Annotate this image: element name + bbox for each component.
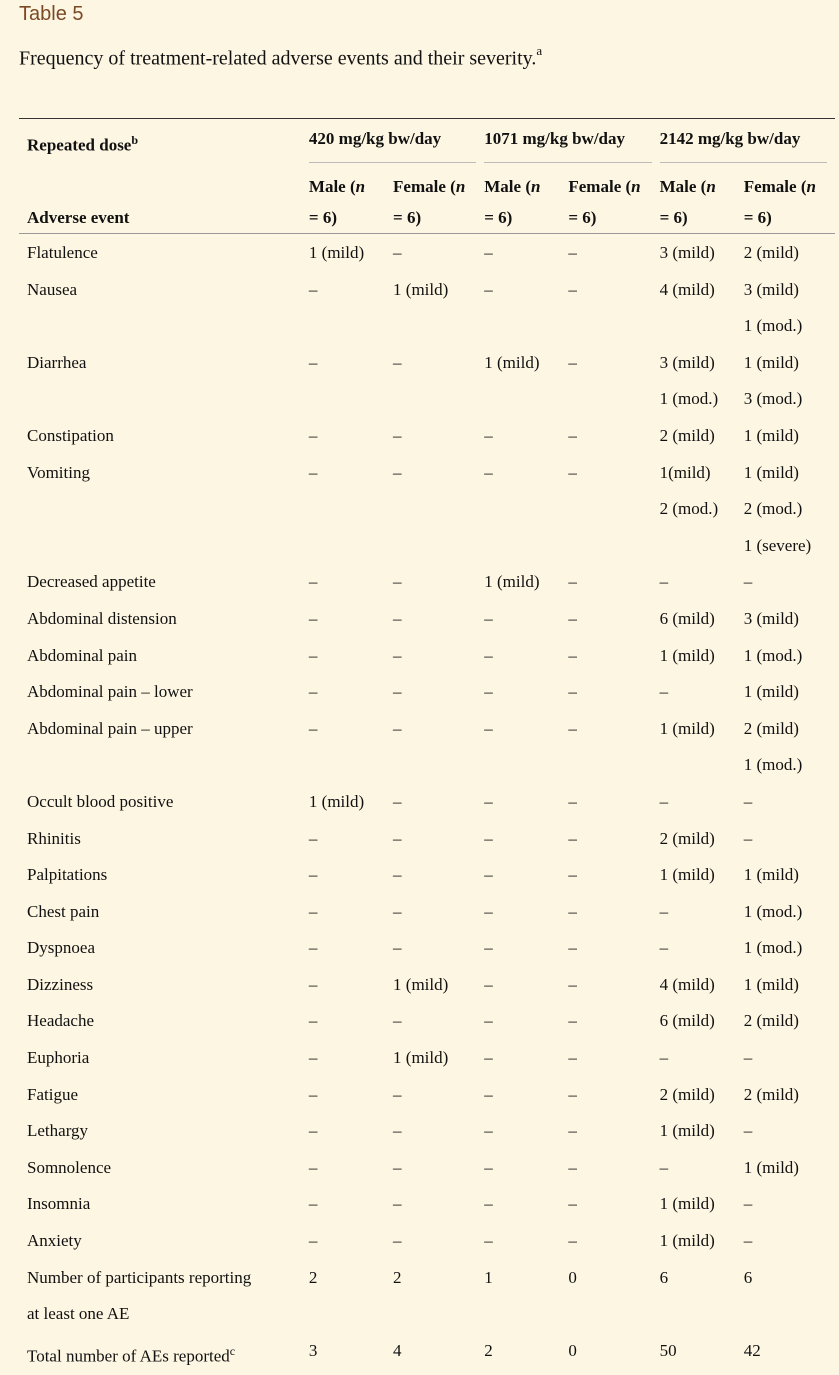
value-cell-female-1071: –	[568, 791, 577, 811]
value-cell-male-420: 1 (mild)	[308, 243, 365, 262]
dose-group-1071: 1071 mg/kg bw/day	[484, 119, 659, 164]
value-cell-male-420: –	[308, 1084, 318, 1104]
value-cell-male-2142: 2 (mild)	[659, 425, 715, 445]
value-cell-male-1071: –	[484, 791, 493, 811]
value-cell-female-420: –	[393, 828, 402, 848]
value-cell-female-420: 4	[393, 1340, 402, 1360]
value-cell-male-1071: –	[484, 1084, 493, 1104]
value-cell-male-420: –	[308, 352, 318, 372]
value-cell-female-420: 1 (mild)	[393, 1048, 449, 1068]
value-cell-female-420: –	[393, 608, 402, 628]
adverse-event-name: Palpitations	[27, 865, 108, 885]
value-cell-male-420: –	[308, 1011, 318, 1031]
dose-group-2142: 2142 mg/kg bw/day	[660, 119, 835, 164]
subheader-female-420: Female (n = 6)	[393, 177, 466, 227]
value-cell-male-420: –	[308, 462, 318, 482]
value-cell-male-420: –	[308, 865, 318, 885]
value-cell-female-1071: –	[568, 974, 577, 994]
table-row	[19, 1186, 835, 1223]
value-cell-male-2142: –	[659, 572, 669, 592]
value-cell-male-2142: 1 (mild)	[659, 1121, 715, 1141]
value-cell-male-1071: 1	[484, 1267, 493, 1287]
value-cell-female-2142: 1 (mod.)	[743, 645, 803, 665]
subheader-male-420: Male (n = 6)	[308, 177, 366, 227]
value-cell-female-2142: 1 (mild)	[743, 974, 799, 994]
value-cell-female-420: –	[393, 645, 402, 665]
value-cell-male-420: –	[308, 425, 318, 445]
table-row	[19, 930, 835, 967]
adverse-event-name: Chest pain	[27, 901, 100, 921]
adverse-events-table	[19, 118, 835, 1375]
table-row	[19, 272, 835, 345]
adverse-event-name: Lethargy	[27, 1121, 89, 1141]
table-row	[19, 418, 835, 455]
value-cell-female-2142: –	[743, 791, 753, 811]
adverse-event-name: Somnolence	[27, 1157, 112, 1177]
value-cell-female-420: –	[393, 1231, 402, 1251]
value-cell-female-420: –	[393, 425, 402, 445]
value-cell-female-2142: 2 (mild)	[743, 1084, 799, 1104]
value-cell-female-420: 1 (mild)	[393, 974, 449, 994]
table-row	[19, 894, 835, 931]
value-cell-male-1071: 2	[484, 1340, 493, 1360]
value-cell-male-420: –	[308, 608, 318, 628]
value-cell-male-2142: 1(mild) 2 (mod.)	[659, 462, 719, 519]
value-cell-male-2142: 1 (mild)	[659, 865, 715, 885]
value-cell-male-420: 3	[308, 1340, 318, 1360]
value-cell-male-420: –	[308, 901, 318, 921]
value-cell-female-2142: –	[743, 572, 753, 592]
adverse-event-name: Total number of AEs reported$^c$	[27, 1343, 236, 1366]
value-cell-male-1071: –	[484, 425, 493, 445]
value-cell-female-1071: –	[568, 1194, 577, 1214]
adverse-event-name: Dizziness	[27, 974, 94, 994]
value-cell-female-420: –	[393, 1157, 402, 1177]
value-cell-male-420: –	[308, 279, 318, 299]
subheader-male-2142: Male (n = 6)	[659, 177, 716, 227]
value-cell-male-2142: 1 (mild)	[659, 1231, 715, 1251]
value-cell-male-1071: –	[484, 865, 493, 885]
value-cell-male-420: –	[308, 645, 318, 665]
value-cell-female-420: –	[393, 572, 402, 592]
table-row	[19, 1260, 835, 1333]
value-cell-male-420: –	[308, 718, 318, 738]
value-cell-male-2142: 6 (mild)	[659, 1011, 715, 1031]
table-row	[19, 601, 835, 638]
value-cell-male-2142: –	[659, 1048, 669, 1068]
value-cell-male-2142: 2 (mild)	[659, 1084, 715, 1104]
value-cell-male-1071: –	[484, 645, 493, 665]
table-row	[19, 564, 835, 601]
value-cell-male-420: –	[308, 828, 318, 848]
table-row	[19, 455, 835, 565]
value-cell-female-1071: –	[568, 828, 577, 848]
value-cell-male-1071: –	[484, 1194, 493, 1214]
adverse-event-name: Diarrhea	[27, 352, 87, 372]
value-cell-female-420: –	[393, 1084, 402, 1104]
adverse-event-name: Euphoria	[27, 1048, 90, 1068]
value-cell-male-1071: –	[484, 1231, 493, 1251]
table-row	[19, 1333, 835, 1375]
value-cell-female-2142: 42	[743, 1340, 761, 1360]
value-cell-female-2142: 1 (mild) 2 (mod.) 1 (severe)	[743, 462, 812, 555]
value-cell-male-1071: –	[484, 1121, 493, 1141]
value-cell-male-1071: 1 (mild)	[484, 572, 540, 592]
value-cell-female-1071: –	[568, 243, 577, 262]
adverse-event-name: Anxiety	[27, 1231, 82, 1251]
value-cell-male-2142: –	[659, 901, 669, 921]
value-cell-female-420: –	[393, 682, 402, 702]
value-cell-female-2142: 1 (mild) 3 (mod.)	[743, 352, 803, 409]
value-cell-male-2142: 1 (mild)	[659, 645, 715, 665]
caption-footnote-marker[interactable]: a	[536, 43, 543, 58]
value-cell-male-1071: –	[484, 974, 493, 994]
value-cell-male-420: –	[308, 938, 318, 958]
value-cell-female-2142: –	[743, 1048, 753, 1068]
value-cell-female-420: –	[393, 1194, 402, 1214]
value-cell-male-1071: –	[484, 901, 493, 921]
table-row	[19, 784, 835, 821]
adverse-event-name: Fatigue	[27, 1084, 78, 1104]
adverse-event-name: Vomiting	[27, 462, 90, 482]
table-row	[19, 1223, 835, 1260]
value-cell-male-420: –	[308, 1194, 318, 1214]
value-cell-female-1071: 0	[568, 1340, 577, 1360]
value-cell-male-1071: –	[484, 1011, 493, 1031]
value-cell-male-1071: –	[484, 243, 493, 262]
table-row	[19, 674, 835, 711]
value-cell-male-1071: 1 (mild)	[484, 352, 540, 372]
table-row	[19, 1077, 835, 1114]
caption-text: Frequency of treatment-related adverse events and their severity.	[19, 47, 537, 70]
value-cell-male-2142: 6	[659, 1267, 669, 1287]
footnote-marker[interactable]: c	[229, 1343, 236, 1358]
value-cell-male-2142: 50	[659, 1340, 677, 1360]
adverse-event-name: Decreased appetite	[27, 572, 156, 592]
value-cell-female-1071: –	[568, 572, 577, 592]
value-cell-female-1071: –	[568, 608, 577, 628]
value-cell-female-1071: –	[568, 682, 577, 702]
value-cell-male-2142: –	[659, 791, 669, 811]
value-cell-female-1071: –	[568, 938, 577, 958]
value-cell-female-2142: 3 (mild) 1 (mod.)	[743, 279, 803, 336]
value-cell-female-1071: –	[568, 279, 577, 299]
value-cell-female-2142: 3 (mild)	[743, 608, 799, 628]
adverse-event-name: Flatulence	[27, 243, 98, 262]
subheader-female-2142: Female (n = 6)	[743, 177, 816, 227]
value-cell-male-2142: –	[659, 938, 669, 958]
value-cell-male-2142: 3 (mild)	[659, 243, 715, 262]
value-cell-male-2142: 3 (mild) 1 (mod.)	[659, 352, 719, 409]
table-row	[19, 857, 835, 894]
value-cell-female-420: –	[393, 938, 402, 958]
value-cell-male-420: –	[308, 1048, 318, 1068]
value-cell-female-420: –	[393, 901, 402, 921]
value-cell-female-1071: –	[568, 462, 577, 482]
repeated-dose-header: Repeated dose$^b$	[27, 133, 139, 155]
value-cell-female-1071: 0	[568, 1267, 577, 1287]
value-cell-male-1071: –	[484, 608, 493, 628]
adverse-event-name: Abdominal pain	[27, 645, 138, 665]
value-cell-male-420: –	[308, 1121, 318, 1141]
value-cell-female-420: 2	[393, 1267, 402, 1287]
adverse-event-name: Occult blood positive	[27, 791, 174, 811]
value-cell-female-2142: –	[743, 828, 753, 848]
value-cell-female-1071: –	[568, 425, 577, 445]
table-row	[19, 1040, 835, 1077]
table-label: Table 5	[19, 3, 84, 25]
value-cell-female-2142: –	[743, 1194, 753, 1214]
dose-group-420: 420 mg/kg bw/day	[309, 119, 484, 164]
value-cell-male-1071: –	[484, 828, 493, 848]
table-row	[19, 638, 835, 675]
adverse-event-name: Insomnia	[27, 1194, 91, 1214]
subheader-female-1071: Female (n = 6)	[568, 177, 641, 227]
adverse-event-name: Number of participants reporting at least one AE	[27, 1267, 252, 1324]
value-cell-male-420: –	[308, 682, 318, 702]
value-cell-female-420: –	[393, 462, 402, 482]
value-cell-female-1071: –	[568, 718, 577, 738]
value-cell-male-1071: –	[484, 1048, 493, 1068]
value-cell-male-1071: –	[484, 1157, 493, 1177]
value-cell-female-2142: 1 (mild)	[743, 682, 799, 702]
value-cell-female-420: –	[393, 1121, 402, 1141]
value-cell-female-420: –	[393, 718, 402, 738]
value-cell-female-1071: –	[568, 865, 577, 885]
value-cell-male-420: 2	[308, 1267, 318, 1287]
value-cell-female-420: –	[393, 791, 402, 811]
value-cell-female-2142: 6	[743, 1267, 753, 1287]
value-cell-female-2142: 1 (mild)	[743, 865, 799, 885]
value-cell-male-2142: –	[659, 682, 669, 702]
value-cell-male-2142: 4 (mild)	[659, 279, 715, 299]
table-row	[19, 1003, 835, 1040]
value-cell-male-2142: 6 (mild)	[659, 608, 715, 628]
table-row	[19, 234, 835, 272]
adverse-event-name: Nausea	[27, 279, 78, 299]
adverse-event-name: Constipation	[27, 425, 114, 445]
value-cell-female-1071: –	[568, 1084, 577, 1104]
value-cell-female-420: –	[393, 1011, 402, 1031]
value-cell-female-2142: 1 (mild)	[743, 1157, 799, 1177]
adverse-event-name: Abdominal distension	[27, 608, 177, 628]
value-cell-female-2142: 1 (mod.)	[743, 938, 803, 958]
table-row	[19, 1113, 835, 1150]
table-caption	[19, 45, 542, 71]
value-cell-male-2142: –	[659, 1157, 669, 1177]
value-cell-female-2142: –	[743, 1231, 753, 1251]
value-cell-female-2142: 2 (mild)	[743, 243, 799, 262]
value-cell-male-1071: –	[484, 718, 493, 738]
value-cell-female-2142: 2 (mild)	[743, 1011, 799, 1031]
value-cell-male-2142: 1 (mild)	[659, 718, 715, 738]
value-cell-female-1071: –	[568, 1231, 577, 1251]
value-cell-female-420: 1 (mild)	[393, 279, 449, 299]
value-cell-female-420: –	[393, 865, 402, 885]
value-cell-female-1071: –	[568, 1121, 577, 1141]
value-cell-female-420: –	[393, 352, 402, 372]
value-cell-female-2142: 2 (mild) 1 (mod.)	[743, 718, 803, 775]
value-cell-male-1071: –	[484, 938, 493, 958]
value-cell-male-2142: 2 (mild)	[659, 828, 715, 848]
value-cell-male-1071: –	[484, 682, 493, 702]
subheader-male-1071: Male (n = 6)	[484, 177, 541, 227]
value-cell-male-1071: –	[484, 279, 493, 299]
value-cell-male-1071: –	[484, 462, 493, 482]
value-cell-male-420: 1 (mild)	[308, 791, 365, 811]
value-cell-female-420: –	[393, 243, 402, 262]
adverse-event-name: Rhinitis	[27, 828, 81, 848]
adverse-event-name: Abdominal pain – lower	[27, 682, 193, 702]
value-cell-male-420: –	[308, 572, 318, 592]
value-cell-female-2142: 1 (mod.)	[743, 901, 803, 921]
table-row	[19, 821, 835, 858]
repeated-dose-footnote-marker[interactable]: b	[131, 133, 139, 148]
value-cell-female-1071: –	[568, 1157, 577, 1177]
table-row	[19, 1150, 835, 1187]
value-cell-female-1071: –	[568, 1011, 577, 1031]
value-cell-female-1071: –	[568, 1048, 577, 1068]
value-cell-male-420: –	[308, 1231, 318, 1251]
value-cell-male-2142: 4 (mild)	[659, 974, 715, 994]
value-cell-female-1071: –	[568, 645, 577, 665]
adverse-event-name: Dyspnoea	[27, 938, 95, 958]
value-cell-male-420: –	[308, 974, 318, 994]
adverse-event-name: Headache	[27, 1011, 95, 1031]
adverse-event-header: Adverse event	[27, 208, 130, 227]
value-cell-female-2142: 1 (mild)	[743, 425, 799, 445]
table-row	[19, 345, 835, 418]
table-row	[19, 711, 835, 784]
value-cell-male-2142: 1 (mild)	[659, 1194, 715, 1214]
value-cell-female-1071: –	[568, 352, 577, 372]
table-row	[19, 967, 835, 1004]
value-cell-female-2142: –	[743, 1121, 753, 1141]
value-cell-male-420: –	[308, 1157, 318, 1177]
adverse-event-name: Abdominal pain – upper	[27, 718, 193, 738]
value-cell-female-1071: –	[568, 901, 577, 921]
